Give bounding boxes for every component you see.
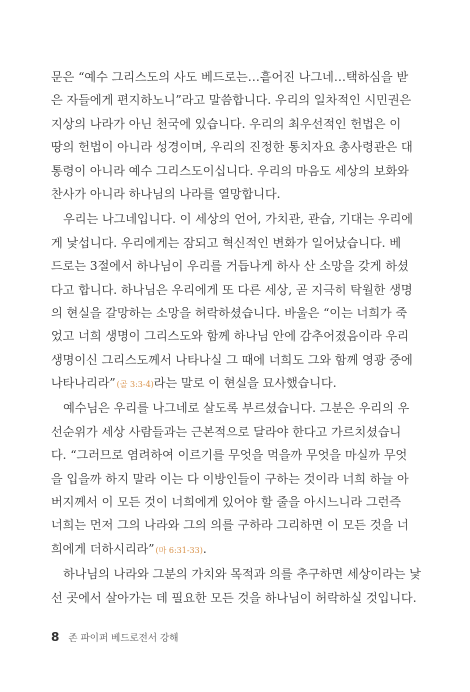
text-line: 버지께서 이 모든 것이 너희에게 있어야 할 줄을 아시느니라 그런즉 [51, 495, 402, 510]
text-line: 땅의 헌법이 아니라 성경이며, 우리의 진정한 통치자요 총사령관은 대 [51, 140, 413, 155]
text-line: 의 현실을 갈망하는 소망을 허락하셨습니다. 바울은 “이는 너희가 죽 [51, 305, 408, 320]
text-line: 선 곳에서 살아가는 데 필요한 모든 것을 하나님이 허락하실 것입니다. [51, 590, 417, 605]
text-line: 문은 “예수 그리스도의 사도 베드로는…흩어진 나그네…택하심을 받 [51, 70, 409, 84]
text-line: 지상의 나라가 아닌 천국에 있습니다. 우리의 최우선적인 헌법은 이 [51, 116, 402, 131]
scripture-reference: (마 6:31-33) [155, 545, 203, 555]
quote-end-text: 희에게 더하시리라” [51, 541, 155, 556]
sentence-text: 라는 말로 이 현실을 묘사했습니다. [153, 376, 337, 391]
text-line: 예수님은 우리를 나그네로 살도록 부르셨습니다. 그분은 우리의 우 [51, 401, 410, 416]
paragraph-2 [51, 208, 424, 395]
sentence-text: . [202, 541, 207, 556]
text-line: 하나님의 나라와 그분의 가치와 목적과 의를 추구하면 세상이라는 낯 [51, 567, 421, 582]
text-line: 우리는 나그네입니다. 이 세상의 언어, 가치관, 관습, 기대는 우리에 [51, 212, 413, 227]
text-line: 통령이 아니라 예수 그리스도이십니다. 우리의 마음도 세상의 보화와 [51, 163, 409, 178]
text-line [51, 372, 424, 395]
page-number: 8 [51, 630, 60, 644]
paragraph-3 [51, 397, 424, 561]
running-title: 존 파이퍼 베드로전서 강해 [68, 633, 179, 644]
text-line: 너희는 먼저 그의 나라와 그의 의를 구하라 그리하면 이 모든 것을 너 [51, 518, 409, 533]
text-line [51, 538, 424, 561]
body-text [51, 66, 424, 610]
paragraph-4 [51, 563, 424, 610]
text-line: 다. “그러므로 염려하여 이르기를 무엇을 먹을까 무엇을 마실까 무엇 [51, 448, 408, 463]
page-footer [51, 630, 178, 644]
text-line: 생명이신 그리스도께서 나타나실 그 때에 너희도 그와 함께 영광 중에 [51, 352, 413, 367]
text-line: 선순위가 세상 사람들과는 근본적으로 달라야 한다고 가르치셨습니 [51, 424, 402, 439]
quote-end-text: 나타나리라” [51, 376, 116, 391]
paragraph-1 [51, 66, 424, 206]
text-line: 게 낯섭니다. 우리에게는 잠되고 혁신적인 변화가 일어났습니다. 베 [51, 235, 402, 250]
text-line: 드로는 3절에서 하나님이 우리를 거듭나게 하사 산 소망을 갖게 하셨 [51, 259, 409, 274]
scripture-reference: (골 3:3-4) [116, 380, 154, 390]
text-line: 찬사가 아니라 하나님의 나라를 열망합니다. [51, 186, 281, 201]
text-line: 을 입을까 하지 말라 이는 다 이방인들이 구하는 것이라 너희 하늘 아 [51, 471, 409, 486]
text-line: 다고 합니다. 하나님은 우리에게 또 다른 세상, 곧 지극히 탁월한 생명 [51, 282, 413, 297]
text-line: 은 자들에게 편지하노니”라고 말씀합니다. 우리의 일차적인 시민권은 [51, 93, 412, 108]
text-line: 었고 너희 생명이 그리스도와 함께 하나님 안에 감추어졌음이라 우리 [51, 329, 409, 344]
